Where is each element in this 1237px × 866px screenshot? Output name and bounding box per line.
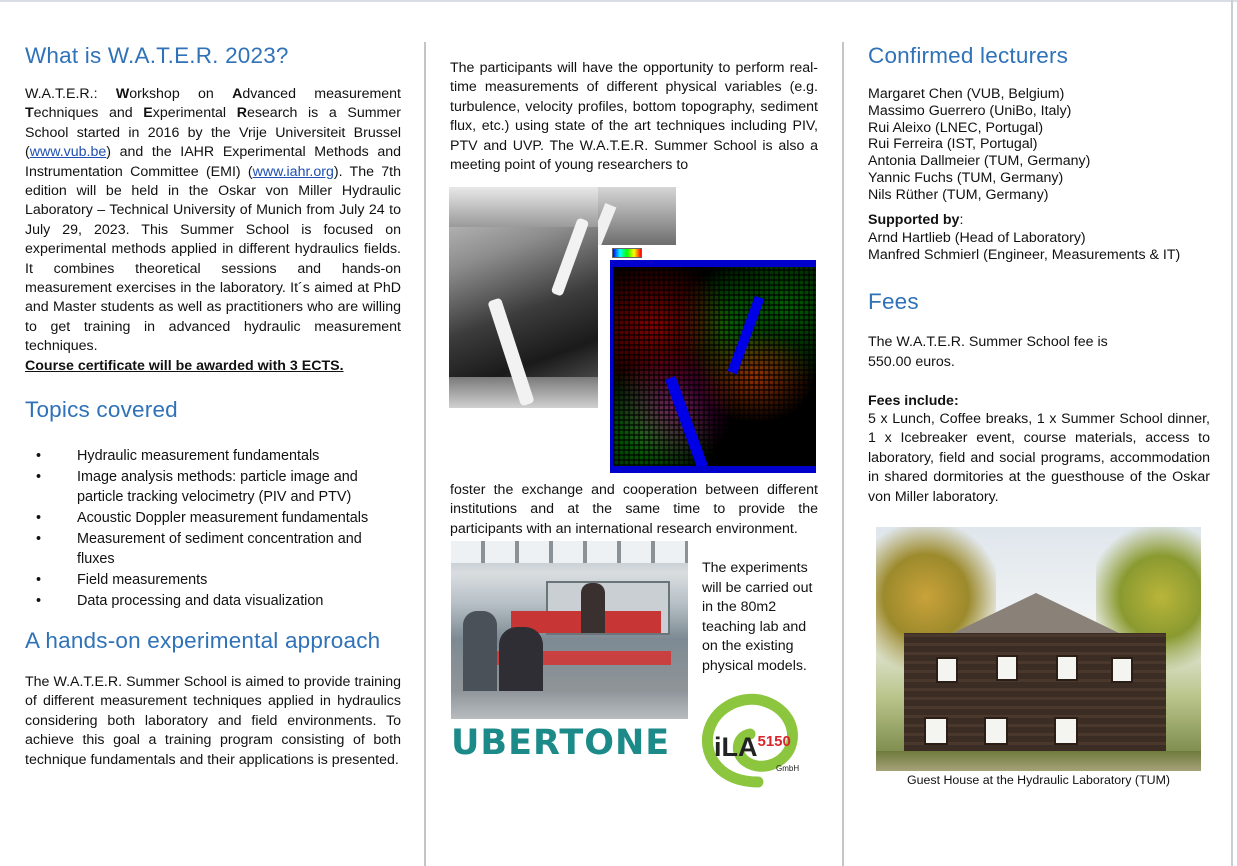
lecturers-heading: Confirmed lecturers [868,43,1069,68]
topic-item: • Data processing and data visualization [36,593,324,609]
foster-paragraph: foster the exchange and cooperation between different institutions and at the same time to provide the participants with an international research environment. [450,482,818,537]
vub-link[interactable]: www.vub.be [29,144,107,161]
lecturer-item: Yannic Fuchs (TUM, Germany) [868,169,1064,186]
lecturers-list [868,86,1090,204]
bullet-icon: • [36,510,42,526]
topic-item: • Hydraulic measurement fundamentals [36,448,320,464]
topic-item: • Acoustic Doppler measurement fundamentals [36,510,369,526]
ila-5150-logo [698,690,818,790]
bullet-icon: • [36,531,42,547]
lecturer-item: Antonia Dallmeier (TUM, Germany) [868,153,1091,170]
bullet-icon: • [36,448,42,464]
fees-heading: Fees [868,289,919,314]
handson-paragraph: The W.A.T.E.R. Summer School is aimed to provide training of different measurement techniques applied in hydraulics considering both laboratory and field environments. To achieve this goal a training program consisting of both technique fundamentals and their applications is presented. [25,674,401,768]
right-border [1231,0,1233,866]
fees-text: The W.A.T.E.R. Summer School fee is 550.00 euros. [868,334,1108,370]
supported-list [868,230,1180,264]
topic-item: • Image analysis methods: particle image and particle tracking velocimetry (PIV and PTV) [36,469,358,505]
experiments-text: The experiments will be carried out in the 80m2 teaching lab and on the existing physical models. [702,560,813,674]
lecturer-item: Rui Aleixo (LNEC, Portugal) [868,119,1044,136]
lab-photo [451,541,688,719]
what-heading: What is W.A.T.E.R. 2023? [25,43,289,68]
fees-include-text: 5 x Lunch, Coffee breaks, 1 x Summer School dinner, 1 x Icebreaker event, course materials, access to laboratory, field and social programs, accommodation in shared dormitories at the guesthouse of the Oskar von Miller laboratory. [868,411,1210,505]
piv-raw-image [449,187,598,408]
guest-house-caption: Guest House at the Hydraulic Laboratory (TUM) [906,773,1171,787]
fees-include-label: Fees include: [868,393,959,409]
supporter-item: Arnd Hartlieb (Head of Laboratory) [868,230,1086,246]
column-divider-1 [424,42,426,866]
ila-logo-text: iLA$^{5150}$ [714,732,791,762]
piv-vector-field-image [610,260,816,473]
iahr-link[interactable]: www.iahr.org [252,163,334,180]
lecturer-item: Nils Rüther (TUM, Germany) [868,186,1049,203]
what-paragraph: W.A.T.E.R.: Workshop on Advanced measurement Techniques and Experimental Research is a Summer School started in 2016 by the Vrije Universiteit Brussel (www.vub.be) and the IAHR Experimental Methods and Instrumentation Committee (EMI) (www.iahr.org). The 7th edition will be held in the Oskar von Miller Hydraulic Laboratory – Technical University of Munich from July 24 to July 29, 2023. This Summer School is focused on experimental methods applied in different hydraulics fields. It combines theoretical sessions and hands-on measurement exercises in the laboratory. It´s aimed at PhD and Master students as well as practitioners who are willing to get training in advanced hydraulic measurement techniques. Course certificate will be awarded with 3 ECTS. [25,86,401,374]
piv-colorbar [612,248,642,258]
participants-paragraph: The participants will have the opportunity to perform real-time measurements of different physical variables (e.g. turbulence, velocity profiles, bottom topography, sediment flux, etc.) using state of the art techniques including PIV, PTV and UVP. The W.A.T.E.R. Summer School is also a meeting point of young researchers to [450,60,818,174]
topics-list [25,446,401,612]
column-divider-2 [842,42,844,866]
supported-label: Supported by: [868,212,964,228]
bullet-icon: • [36,469,42,485]
bullet-icon: • [36,572,42,588]
bullet-icon: • [36,593,42,609]
topic-item: • Measurement of sediment concentration and fluxes [36,531,362,567]
lecturer-item: Rui Ferreira (IST, Portugal) [868,136,1038,153]
top-border [0,0,1237,2]
guest-house-photo [876,527,1201,771]
handson-heading: A hands-on experimental approach [25,628,381,653]
lecturer-item: Margaret Chen (VUB, Belgium) [868,86,1065,102]
lecturer-item: Massimo Guerrero (UniBo, Italy) [868,102,1072,119]
supporter-item: Manfred Schmierl (Engineer, Measurements & IT) [868,246,1181,263]
ubertone-logo: UBERTONE [451,723,671,763]
ila-logo-gmbh: GmbH [776,764,800,773]
piv-raw-bar-2 [551,217,590,296]
piv-raw-image-right [598,187,676,245]
topics-heading: Topics covered [25,397,178,422]
topic-item: • Field measurements [36,572,208,588]
certificate-note: Course certificate will be awarded with 3 ECTS. [25,357,344,374]
